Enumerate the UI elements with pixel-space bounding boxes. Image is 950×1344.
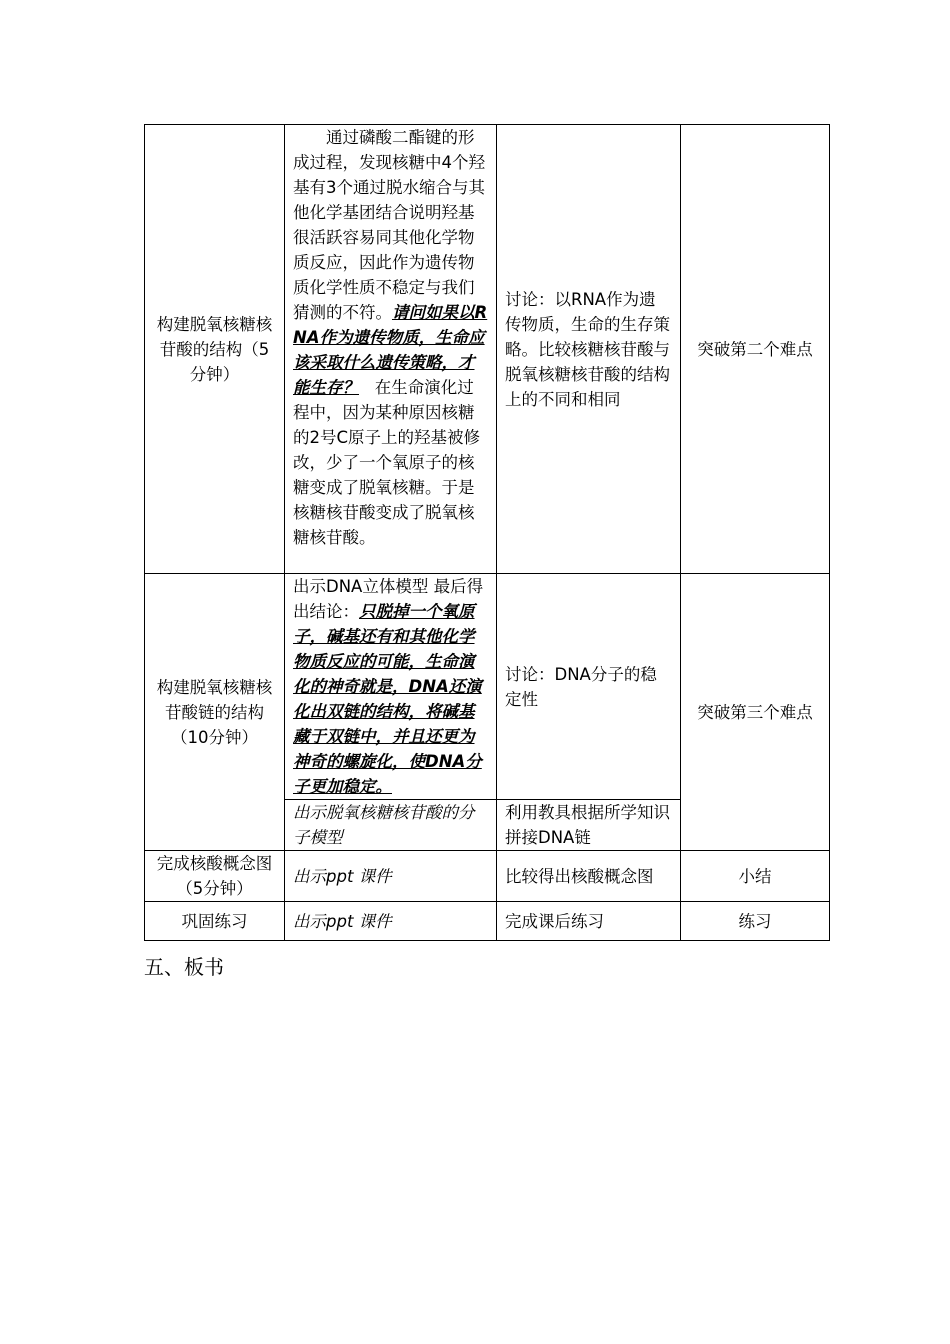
student-activity-cell: 比较得出核酸概念图 [497,851,681,902]
section-heading: 五、板书 [144,955,224,979]
stage-cell: 完成核酸概念图（5分钟） [145,851,285,902]
teacher-outro-text: 在生命演化过程中，因为某种原因核糖的2号C原子上的羟基被修改，少了一个氧原子的核糖变成了脱氧核糖。于是核糖核苷酸变成了脱氧核糖核苷酸。 [293,378,481,547]
teacher-intro-text: 通过磷酸二酯键的形成过程，发现核糖中4个羟基有3个通过脱水缩合与其他化学基团结合说明羟基很活跃容易同其他化学物质反应，因此作为遗传物质化学性质不稳定与我们猜测的不符。 [293,128,485,322]
lesson-plan-table [144,124,830,941]
table-row [145,125,830,574]
student-activity-cell: 讨论：DNA分子的稳定性 [497,574,681,800]
purpose-cell: 小结 [681,851,830,902]
student-activity-cell: 讨论：以RNA作为遗传物质，生命的生存策略。比较核糖核苷酸与脱氧核糖核苷酸的结构上的不同和相同 [497,125,681,574]
teacher-conclusion-text: 只脱掉一个氧原子，碱基还有和其他化学物质反应的可能，生命演化的神奇就是，DNA还演化出双链的结构，将碱基藏于双链中，并且还更为神奇的螺旋化，使DNA分子更加稳定。 [293,602,482,796]
table-row [145,902,830,941]
purpose-cell: 突破第三个难点 [681,574,830,851]
student-activity-cell: 利用教具根据所学知识拼接DNA链 [497,800,681,851]
teacher-activity-cell [285,574,497,800]
teacher-activity-cell: 出示ppt 课件 [285,851,497,902]
teacher-activity-cell: 出示脱氧核糖核苷酸的分子模型 [285,800,497,851]
teacher-activity-cell: 出示ppt 课件 [285,902,497,941]
student-activity-cell: 完成课后练习 [497,902,681,941]
table-row [145,851,830,902]
stage-cell: 构建脱氧核糖核苷酸的结构（5分钟） [145,125,285,574]
stage-cell: 巩固练习 [145,902,285,941]
purpose-cell: 突破第二个难点 [681,125,830,574]
teacher-activity-cell [285,125,497,574]
table-row [145,574,830,800]
teacher-question-text: 请问如果以RNA作为遗传物质，生命应该采取什么遗传策略，才能生存？ [293,303,488,397]
teacher-intro-text: 出示DNA立体模型 最后得出结论： [293,577,484,621]
purpose-cell: 练习 [681,902,830,941]
stage-cell: 构建脱氧核糖核苷酸链的结构（10分钟） [145,574,285,851]
